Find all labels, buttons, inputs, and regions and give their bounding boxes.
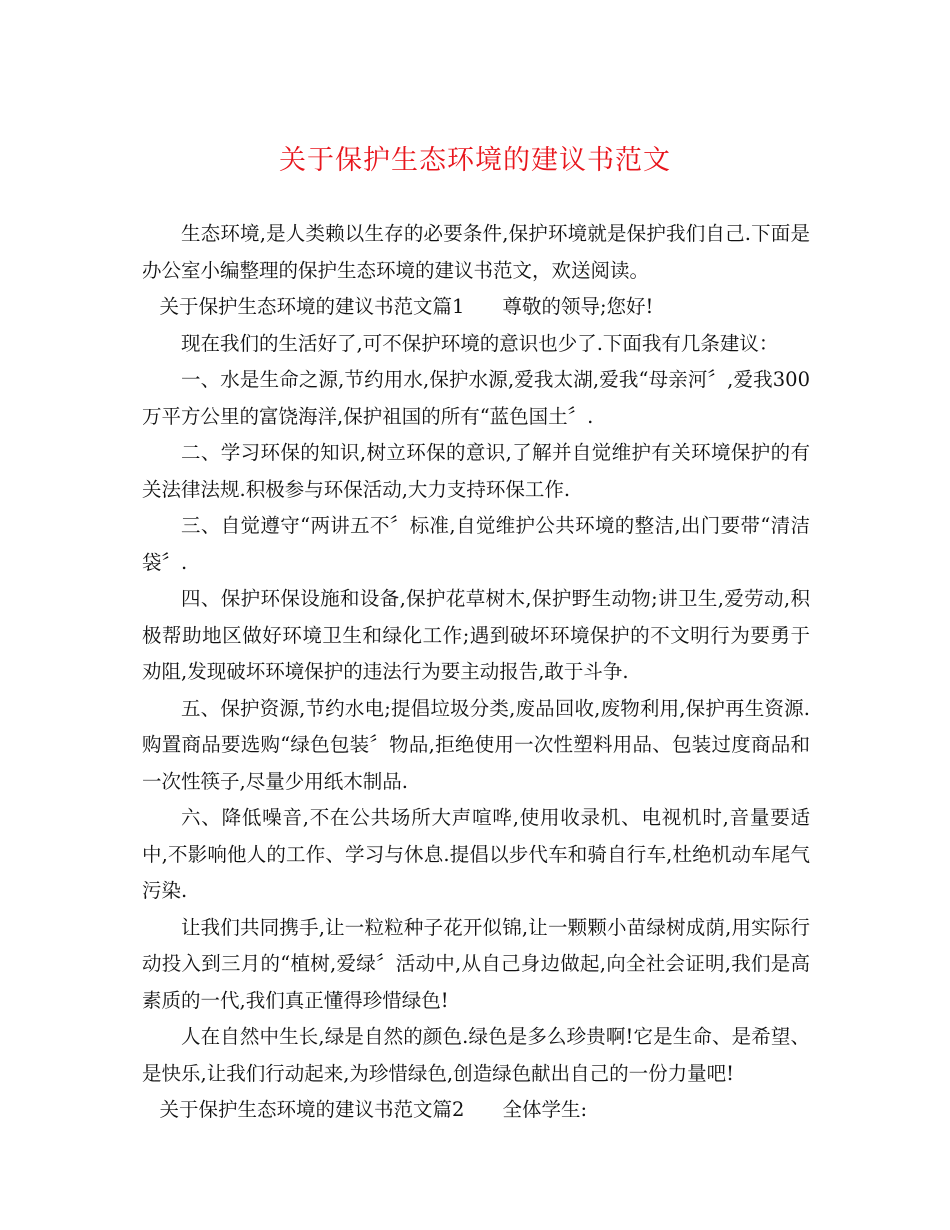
paragraph-2: 一、水是生命之源,节约用水,保护水源,爱我太湖,爱我“母亲河〞,爱我300万平方公里的富饶海洋,保护祖国的所有“蓝色国土〞. — [142, 368, 810, 428]
paragraph-4: 三、自觉遵守“两讲五不〞标准,自觉维护公共环境的整洁,出门要带“清洁袋〞. — [142, 514, 810, 574]
section2-line — [142, 1092, 810, 1129]
paragraph-8: 让我们共同携手,让一粒粒种子花开似锦,让一颗颗小苗绿树成荫,用实际行动投入到三月的“植树,爱绿〞活动中,从自己身边做起,向全社会证明,我们是高素质的一代,我们真正懂得珍惜绿色! — [142, 915, 810, 1012]
section2-salutation: 全体学生: — [502, 1098, 588, 1121]
paragraph-6: 五、保护资源,节约水电;提倡垃圾分类,废品回收,废物利用,保护再生资源.购置商品要选购“绿色包装〞物品,拒绝使用一次性塑料用品、包装过度商品和一次性筷子,尽量少用纸木制品. — [142, 696, 810, 793]
section1-heading: 关于保护生态环境的建议书范文篇1 — [159, 295, 465, 318]
paragraph-9: 人在自然中生长,绿是自然的颜色.绿色是多么珍贵啊!它是生命、是希望、是快乐,让我们行动起来,为珍惜绿色,创造绿色献出自己的一份力量吧! — [142, 1025, 810, 1085]
section1-salutation: 尊敬的领导;您好! — [502, 295, 654, 318]
paragraph-3: 二、学习环保的知识,树立环保的意识,了解并自觉维护有关环境保护的有关法律法规.积极参与环保活动,大力支持环保工作. — [142, 441, 810, 501]
paragraph-5: 四、保护环保设施和设备,保护花草树木,保护野生动物;讲卫生,爱劳动,积极帮助地区做好环境卫生和绿化工作;遇到破坏环境保护的不文明行为要勇于劝阻,发现破坏环境保护的违法行为要主动报告,敢于斗争. — [142, 587, 810, 683]
paragraph-1: 现在我们的生活好了,可不保护环境的意识也少了.下面我有几条建议： — [181, 331, 779, 355]
document-body — [142, 216, 810, 1129]
intro-paragraph: 生态环境,是人类赖以生存的必要条件,保护环境就是保护我们自己.下面是办公室小编整理的保护生态环境的建议书范文，欢送阅读。 — [142, 222, 810, 282]
paragraph-7: 六、降低噪音,不在公共场所大声喧哗,使用收录机、电视机时,音量要适中,不影响他人的工作、学习与休息.提倡以步代车和骑自行车,杜绝机动车尾气污染. — [142, 806, 810, 902]
section1-line — [142, 289, 810, 326]
document-title: 关于保护生态环境的建议书范文 — [279, 145, 671, 176]
section2-heading: 关于保护生态环境的建议书范文篇2 — [159, 1098, 465, 1121]
